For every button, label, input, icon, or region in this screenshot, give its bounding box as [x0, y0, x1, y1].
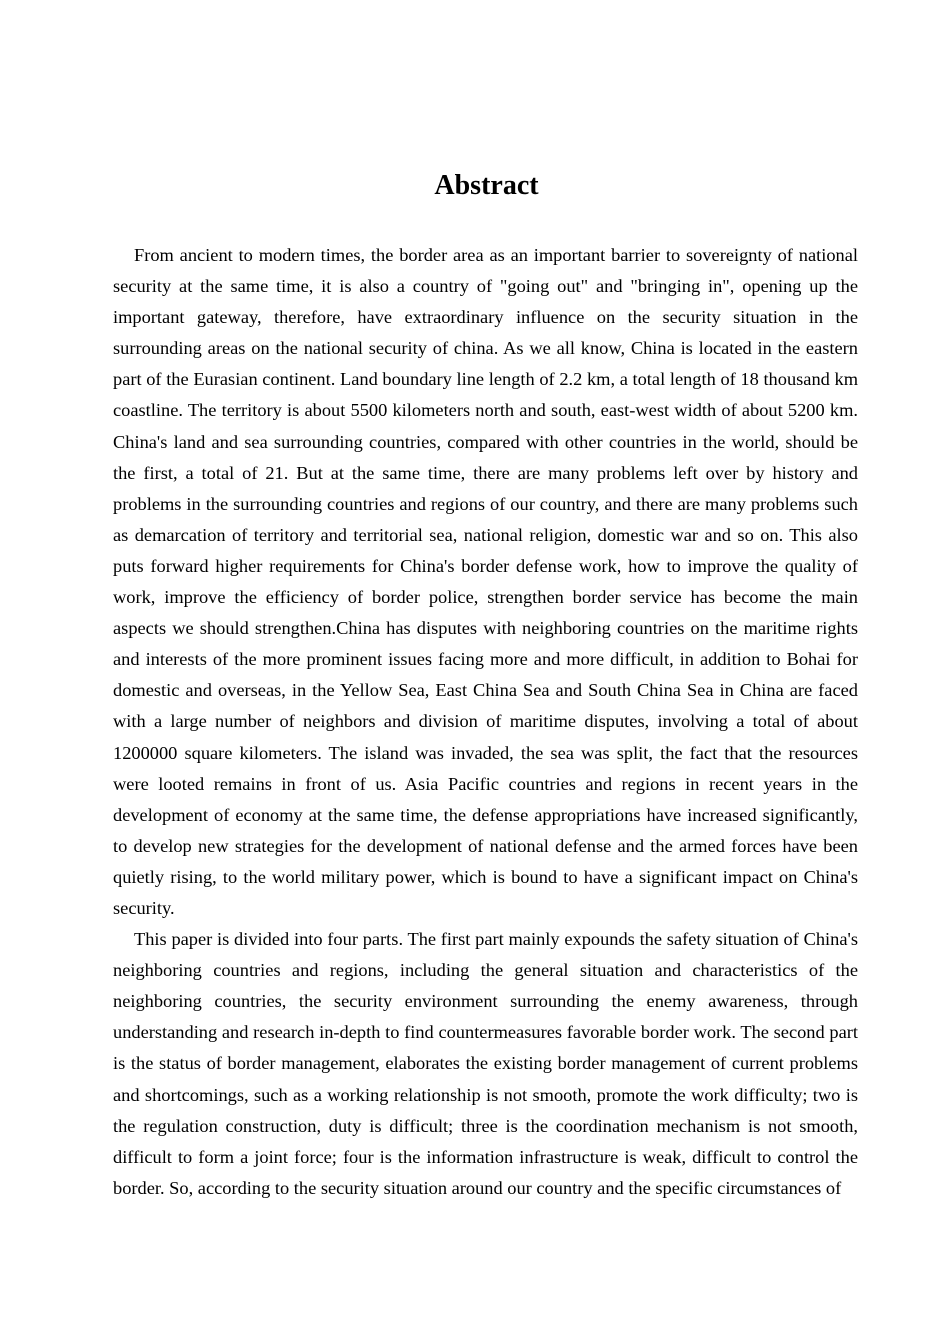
- abstract-body: [113, 240, 858, 1204]
- paragraph-1: From ancient to modern times, the border area as an important barrier to sovereignty of national security at the same time, it is also a country of "going out" and "bringing in", opening up the important gateway, therefore, have extraordinary influence on the security situation in the surrounding areas on the national security of china. As we all know, China is located in the eastern part of the Eurasian continent. Land boundary line length of 2.2 km, a total length of 18 thousand km coastline. The territory is about 5500 kilometers north and south, east-west width of about 5200 km. China's land and sea surrounding countries, compared with other countries in the world, should be the first, a total of 21. But at the same time, there are many problems left over by history and problems in the surrounding countries and regions of our country, and there are many problems such as demarcation of territory and territorial sea, national religion, domestic war and so on. This also puts forward higher requirements for China's border defense work, how to improve the quality of work, improve the efficiency of border police, strengthen border service has become the main aspects we should strengthen.China has disputes with neighboring countries on the maritime rights and interests of the more prominent issues facing more and more difficult, in addition to Bohai for domestic and overseas, in the Yellow Sea, East China Sea and South China Sea in China are faced with a large number of neighbors and division of maritime disputes, involving a total of about 1200000 square kilometers. The island was invaded, the sea was split, the fact that the resources were looted remains in front of us. Asia Pacific countries and regions in recent years in the development of economy at the same time, the defense appropriations have increased significantly, to develop new strategies for the development of national defense and the armed forces have been quietly rising, to the world military power, which is bound to have a significant impact on China's security.: [113, 245, 858, 918]
- page-title: Abstract: [434, 170, 539, 201]
- paragraph-2: This paper is divided into four parts. The first part mainly expounds the safety situation of China's neighboring countries and regions, including the general situation and characteristics of the neighboring countries, the security environment surrounding the enemy awareness, through understanding and research in-depth to find countermeasures favorable border work. The second part is the status of border management, elaborates the existing border management of current problems and shortcomings, such as a working relationship is not smooth, promote the work difficulty; two is the regulation construction, duty is difficult; three is the coordination mechanism is not smooth, difficult to form a joint force; four is the information infrastructure is weak, difficult to control the border. So, according to the security situation around our country and the specific circumstances of: [113, 929, 858, 1198]
